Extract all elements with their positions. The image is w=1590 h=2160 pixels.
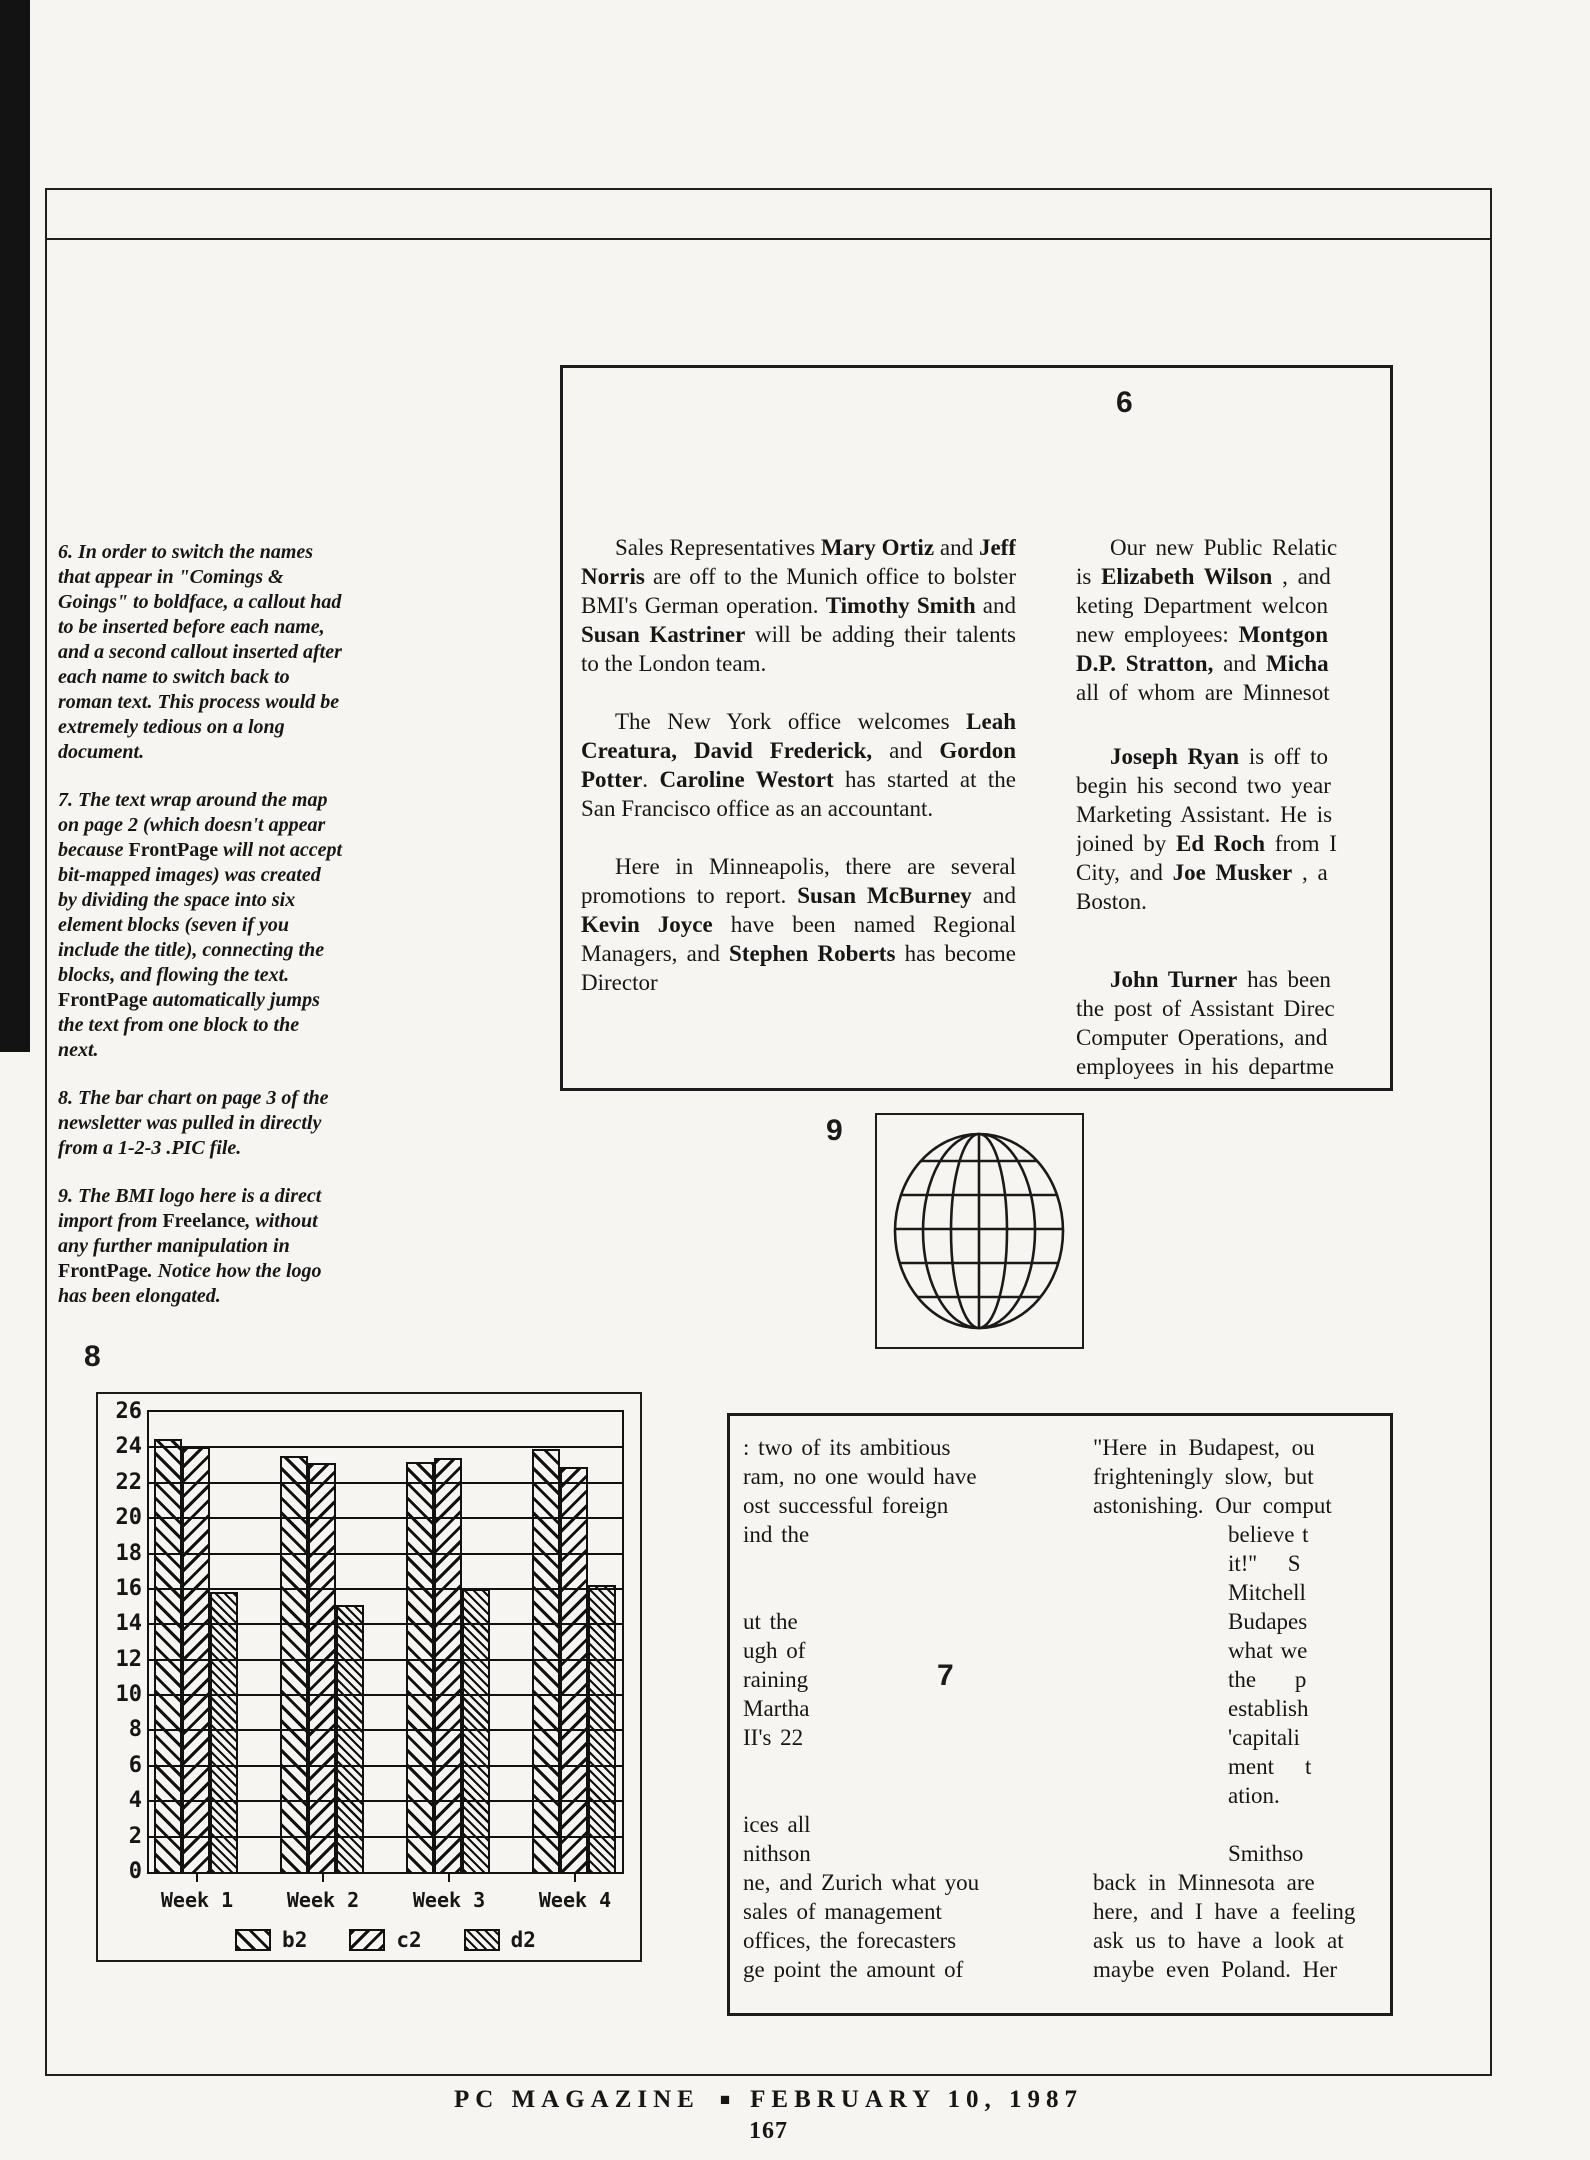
newsletter-text-line <box>1076 829 1387 858</box>
newsletter-text-line <box>1076 620 1387 649</box>
text-run: Sales Representatives <box>615 535 821 560</box>
newsletter-paragraph <box>581 852 1016 997</box>
text-run: ment t <box>1228 1754 1312 1779</box>
callout-note <box>58 1184 344 1309</box>
x-axis-tick <box>574 1874 576 1882</box>
text-run: ind the <box>743 1522 810 1547</box>
bar-b2-week-3 <box>406 1462 434 1872</box>
chart-legend <box>147 1928 624 1952</box>
callout-note <box>58 1086 344 1161</box>
legend-item-d2 <box>464 1928 536 1952</box>
text-run: ge point the amount of <box>743 1957 964 1982</box>
bar-d2-week-1 <box>210 1592 238 1872</box>
page-frame-header-rule <box>45 238 1492 240</box>
text-run: Ed Roch <box>1176 830 1265 856</box>
text-run: Montgon <box>1238 622 1329 647</box>
newsletter-text-line <box>743 1433 1043 1462</box>
text-run: Our new Public Relatic <box>1110 535 1338 560</box>
text-run: new employees: <box>1076 622 1239 647</box>
legend-swatch-b2 <box>235 1929 271 1951</box>
y-axis-tick-label: 10 <box>115 1682 142 1708</box>
text-run: begin his second two year <box>1076 772 1331 798</box>
callout-note <box>58 540 344 765</box>
text-run: Mitchell <box>1228 1580 1306 1605</box>
x-axis-category-label: Week 3 <box>412 1888 486 1912</box>
bar-d2-week-2 <box>336 1605 364 1872</box>
chart-gridline <box>149 1482 622 1484</box>
chart-gridline <box>149 1517 622 1519</box>
y-axis-tick-label: 18 <box>115 1540 142 1566</box>
text-run: maybe even Poland. Her <box>1093 1957 1338 1982</box>
newsletter-text-line <box>1228 1752 1387 1781</box>
text-run: establish <box>1228 1696 1309 1721</box>
text-run: Budapes <box>1228 1609 1308 1634</box>
text-run: 'capitali <box>1228 1725 1300 1750</box>
newsletter-text-line <box>743 1520 1043 1549</box>
chart-gridline <box>149 1446 622 1448</box>
newsletter-text-line <box>1228 1781 1387 1810</box>
legend-item-b2 <box>235 1928 307 1952</box>
text-run: nithson <box>743 1841 811 1866</box>
text-run: Boston. <box>1076 888 1147 914</box>
magazine-name: PC MAGAZINE <box>454 2086 700 2113</box>
text-run: Susan Kastriner <box>581 622 746 647</box>
text-run: Timothy Smith <box>825 593 976 618</box>
text-run: 9. The BMI logo here is a direct import from <box>58 1185 322 1232</box>
text-run: . Notice how the logo has been elongated. <box>58 1260 322 1307</box>
legend-swatch-c2 <box>349 1929 385 1951</box>
newsletter-text-line <box>743 1839 1043 1868</box>
text-run: and <box>1213 651 1267 676</box>
text-run: the p <box>1228 1667 1307 1692</box>
bar-chart-box <box>96 1392 642 1962</box>
text-run: here, and I have a feeling <box>1093 1899 1356 1924</box>
x-axis-category-label: Week 2 <box>286 1888 360 1912</box>
text-run: sales of management <box>743 1899 942 1924</box>
chart-gridline <box>149 1623 622 1625</box>
newsletter-text-line <box>1228 1578 1387 1607</box>
newsletter-text-line <box>1076 533 1387 562</box>
text-run: Leah Creatura, David Frederick, <box>581 709 1016 763</box>
text-run: back in Minnesota are <box>1093 1870 1315 1895</box>
newsletter-text-line <box>1076 800 1387 829</box>
newsletter7-right-column <box>1093 1433 1387 2008</box>
newsletter-text-line <box>1228 1694 1387 1723</box>
text-run: will be adding their talents to the London team. <box>581 622 1016 676</box>
newsletter-excerpt-box-6 <box>560 365 1393 1091</box>
y-axis-tick-label: 14 <box>115 1611 142 1637</box>
text-run: frighteningly slow, but <box>1093 1464 1314 1489</box>
text-run: 6. In order to switch the names that appear in "Comings & Goings" to boldface, a callout had to be inserted before each name, and a second callout inserted after each name to switch back to roman text. This process would be extremely tedious on a long document. <box>58 541 342 763</box>
text-run: , without any further manipulation in <box>58 1210 318 1257</box>
newsletter-text-line <box>1076 1023 1387 1052</box>
text-run: Smithso <box>1228 1841 1304 1866</box>
text-run: : two of its ambitious <box>743 1435 951 1460</box>
text-run: II's 22 <box>743 1725 804 1750</box>
y-axis-tick-label: 24 <box>115 1434 142 1460</box>
text-run: from I <box>1265 830 1337 856</box>
y-axis-tick-label: 2 <box>128 1823 142 1849</box>
text-run: Micha <box>1266 651 1329 676</box>
text-run: D.P. Stratton, <box>1076 651 1214 676</box>
text-run: FrontPage <box>58 989 148 1011</box>
newsletter-text-line <box>743 1636 1043 1665</box>
page-footer <box>45 2086 1492 2145</box>
newsletter-text-line <box>1076 1052 1387 1081</box>
figure-label-8: 8 <box>84 1340 101 1373</box>
text-run: Susan McBurney <box>797 883 972 908</box>
bmi-logo-box <box>875 1113 1084 1349</box>
newsletter-text-line <box>1228 1839 1387 1868</box>
y-axis-tick-label: 8 <box>128 1717 142 1743</box>
text-run: keting Department welcon <box>1076 593 1328 618</box>
text-run: employees in his departme <box>1076 1054 1334 1080</box>
page-number: 167 <box>749 2118 788 2144</box>
text-run: ut the <box>743 1609 798 1634</box>
x-axis-tick <box>448 1874 450 1882</box>
chart-gridline <box>149 1800 622 1802</box>
newsletter-text-line <box>743 1926 1043 1955</box>
newsletter-paragraph <box>581 707 1016 823</box>
chart-gridline <box>149 1553 622 1555</box>
text-run: FrontPage <box>128 839 219 861</box>
bar-c2-week-2 <box>308 1463 336 1872</box>
text-run: astonishing. Our comput <box>1093 1493 1332 1518</box>
text-run: Computer Operations, and <box>1076 1025 1328 1051</box>
text-run: and <box>975 593 1016 618</box>
text-run: all of whom are Minnesot <box>1076 680 1330 705</box>
newsletter-text-line <box>743 1810 1043 1839</box>
newsletter-text-line <box>743 1607 1043 1636</box>
text-run: Joseph Ryan <box>1110 743 1240 769</box>
text-run: . <box>642 767 660 792</box>
newsletter-text-line <box>743 1868 1043 1897</box>
newsletter-text-line <box>1076 742 1387 771</box>
newsletter-text-line <box>743 1462 1043 1491</box>
text-run: John Turner <box>1110 967 1238 993</box>
newsletter-text-line <box>1228 1607 1387 1636</box>
text-run: Freelance <box>162 1210 246 1232</box>
text-run: Martha <box>743 1696 810 1721</box>
text-run: and <box>872 738 940 763</box>
text-run: has been <box>1237 967 1331 993</box>
text-run: offices, the forecasters <box>743 1928 957 1953</box>
text-run: ask us to have a look at <box>1093 1928 1344 1953</box>
chart-gridline <box>149 1588 622 1590</box>
footer-square-icon: ■ <box>719 2090 731 2109</box>
text-run: , and <box>1272 564 1331 589</box>
text-run: ost successful foreign <box>743 1493 949 1518</box>
text-run: "Here in Budapest, ou <box>1093 1435 1315 1460</box>
text-run: what we <box>1228 1638 1308 1663</box>
legend-swatch-d2 <box>464 1929 500 1951</box>
x-axis-tick <box>322 1874 324 1882</box>
newsletter-text-line <box>1076 591 1387 620</box>
issue-date: FEBRUARY 10, 1987 <box>750 2086 1083 2113</box>
chart-gridline <box>149 1765 622 1767</box>
newsletter-text-line <box>1076 562 1387 591</box>
legend-label: c2 <box>396 1928 422 1952</box>
chart-gridline <box>149 1729 622 1731</box>
text-run: are off to the Munich office to bolster BMI's German operation. <box>581 564 1016 618</box>
newsletter-text-line <box>1093 1868 1387 1897</box>
text-run: Kevin Joyce <box>581 912 713 937</box>
newsletter-text-line <box>743 1665 1043 1694</box>
text-run: and <box>934 535 979 560</box>
newsletter-text-line <box>743 1955 1043 1984</box>
text-run: ices all <box>743 1812 811 1837</box>
scan-edge-artifact <box>0 0 30 1052</box>
newsletter-text-line <box>1228 1665 1387 1694</box>
text-run: ram, no one would have <box>743 1464 977 1489</box>
text-run: have been named Regional Managers, and <box>581 912 1016 966</box>
newsletter-text-line <box>1093 1897 1387 1926</box>
newsletter7-left-column <box>743 1433 1043 2008</box>
text-run: it!'' S <box>1228 1551 1301 1576</box>
text-run: Gordon Potter <box>581 738 1016 792</box>
newsletter-text-line <box>1228 1636 1387 1665</box>
legend-item-c2 <box>349 1928 421 1952</box>
newsletter-text-line <box>1093 1926 1387 1955</box>
x-axis-category-label: Week 1 <box>160 1888 234 1912</box>
newsletter-text-line <box>743 1723 1043 1752</box>
text-run: is off to <box>1239 743 1328 769</box>
bar-b2-week-1 <box>154 1439 182 1872</box>
text-run: 8. The bar chart on page 3 of the newsletter was pulled in directly from a 1-2-3 .PIC file. <box>58 1087 329 1159</box>
globe-icon <box>891 1129 1068 1333</box>
text-run: believe t <box>1228 1522 1309 1547</box>
text-run: , a <box>1292 859 1328 885</box>
newsletter6-right-column <box>1076 533 1387 1085</box>
callout-notes-column <box>58 540 344 1332</box>
newsletter-text-line <box>1076 965 1387 994</box>
text-run: the post of Assistant Direc <box>1076 996 1335 1022</box>
text-run: Caroline Westort <box>659 767 834 792</box>
chart-gridline <box>149 1836 622 1838</box>
text-run: ne, and Zurich what you <box>743 1870 980 1895</box>
newsletter-text-line <box>1228 1520 1387 1549</box>
chart-gridline <box>149 1659 622 1661</box>
text-run: has started at the San Francisco office as an accountant. <box>581 767 1016 821</box>
x-axis-tick <box>196 1874 198 1882</box>
figure-label-6: 6 <box>1116 386 1133 419</box>
text-run: will not accept bit-mapped images) was created by dividing the space into six element blocks (seven if you include the title), connecting the blocks, and flowing the text. <box>58 839 343 986</box>
y-axis-tick-label: 22 <box>115 1469 142 1495</box>
text-run: automatically jumps the text from one block to the next. <box>58 989 320 1061</box>
text-run: Marketing Assistant. He is <box>1076 801 1333 827</box>
text-run: Here in Minneapolis, there are several promotions to report. <box>581 854 1016 908</box>
figure-label-7: 7 <box>937 1659 954 1692</box>
y-axis-tick-label: 20 <box>115 1505 142 1531</box>
newsletter-text-line <box>1076 887 1387 916</box>
newsletter-text-line <box>743 1694 1043 1723</box>
newsletter-text-line <box>1076 649 1387 678</box>
newsletter-excerpt-box-7 <box>727 1413 1393 2016</box>
newsletter-text-line <box>1076 678 1387 707</box>
text-run: is <box>1076 564 1102 589</box>
newsletter-text-line <box>743 1897 1043 1926</box>
newsletter-text-line <box>1228 1723 1387 1752</box>
text-run: FrontPage <box>58 1260 148 1282</box>
newsletter-text-line <box>743 1491 1043 1520</box>
text-run: and <box>971 883 1016 908</box>
y-axis-tick-label: 4 <box>128 1788 142 1814</box>
text-run: Jeff Norris <box>581 535 1016 589</box>
newsletter-text-line <box>1076 994 1387 1023</box>
y-axis-tick-label: 6 <box>128 1752 142 1778</box>
newsletter-text-line <box>1093 1491 1387 1520</box>
text-run: Mary Ortiz <box>820 535 935 560</box>
callout-note <box>58 788 344 1063</box>
newsletter-text-line <box>1093 1433 1387 1462</box>
x-axis-category-label: Week 4 <box>538 1888 612 1912</box>
text-run: Joe Musker <box>1172 859 1293 885</box>
y-axis-tick-label: 26 <box>115 1399 142 1424</box>
chart-gridline <box>149 1694 622 1696</box>
text-run: City, and <box>1076 859 1173 885</box>
text-run: 7. The text wrap around the map on page 2 (which doesn't appear because <box>58 789 328 861</box>
y-axis-tick-label: 0 <box>128 1859 142 1884</box>
y-axis-tick-label: 16 <box>115 1575 142 1601</box>
bar-c2-week-3 <box>434 1458 462 1872</box>
newsletter-text-line <box>1228 1549 1387 1578</box>
newsletter-text-line <box>1093 1462 1387 1491</box>
figure-label-9: 9 <box>826 1114 843 1147</box>
newsletter-text-line <box>1076 771 1387 800</box>
newsletter6-left-column <box>581 533 1016 1073</box>
text-run: has become Director <box>581 941 1016 995</box>
text-run: The New York office welcomes <box>615 709 967 734</box>
newsletter-text-line <box>1093 1955 1387 1984</box>
newsletter-paragraph <box>581 533 1016 678</box>
text-run: ugh of <box>743 1638 806 1663</box>
text-run: raining <box>743 1667 809 1692</box>
text-run: ation. <box>1228 1783 1280 1808</box>
text-run: joined by <box>1076 830 1176 856</box>
bar-c2-week-4 <box>560 1467 588 1872</box>
legend-label: d2 <box>510 1928 536 1952</box>
newsletter-text-line <box>1076 858 1387 887</box>
text-run: Stephen Roberts <box>729 941 896 966</box>
y-axis-tick-label: 12 <box>115 1646 142 1672</box>
legend-label: b2 <box>282 1928 308 1952</box>
text-run: Elizabeth Wilson <box>1101 564 1273 589</box>
